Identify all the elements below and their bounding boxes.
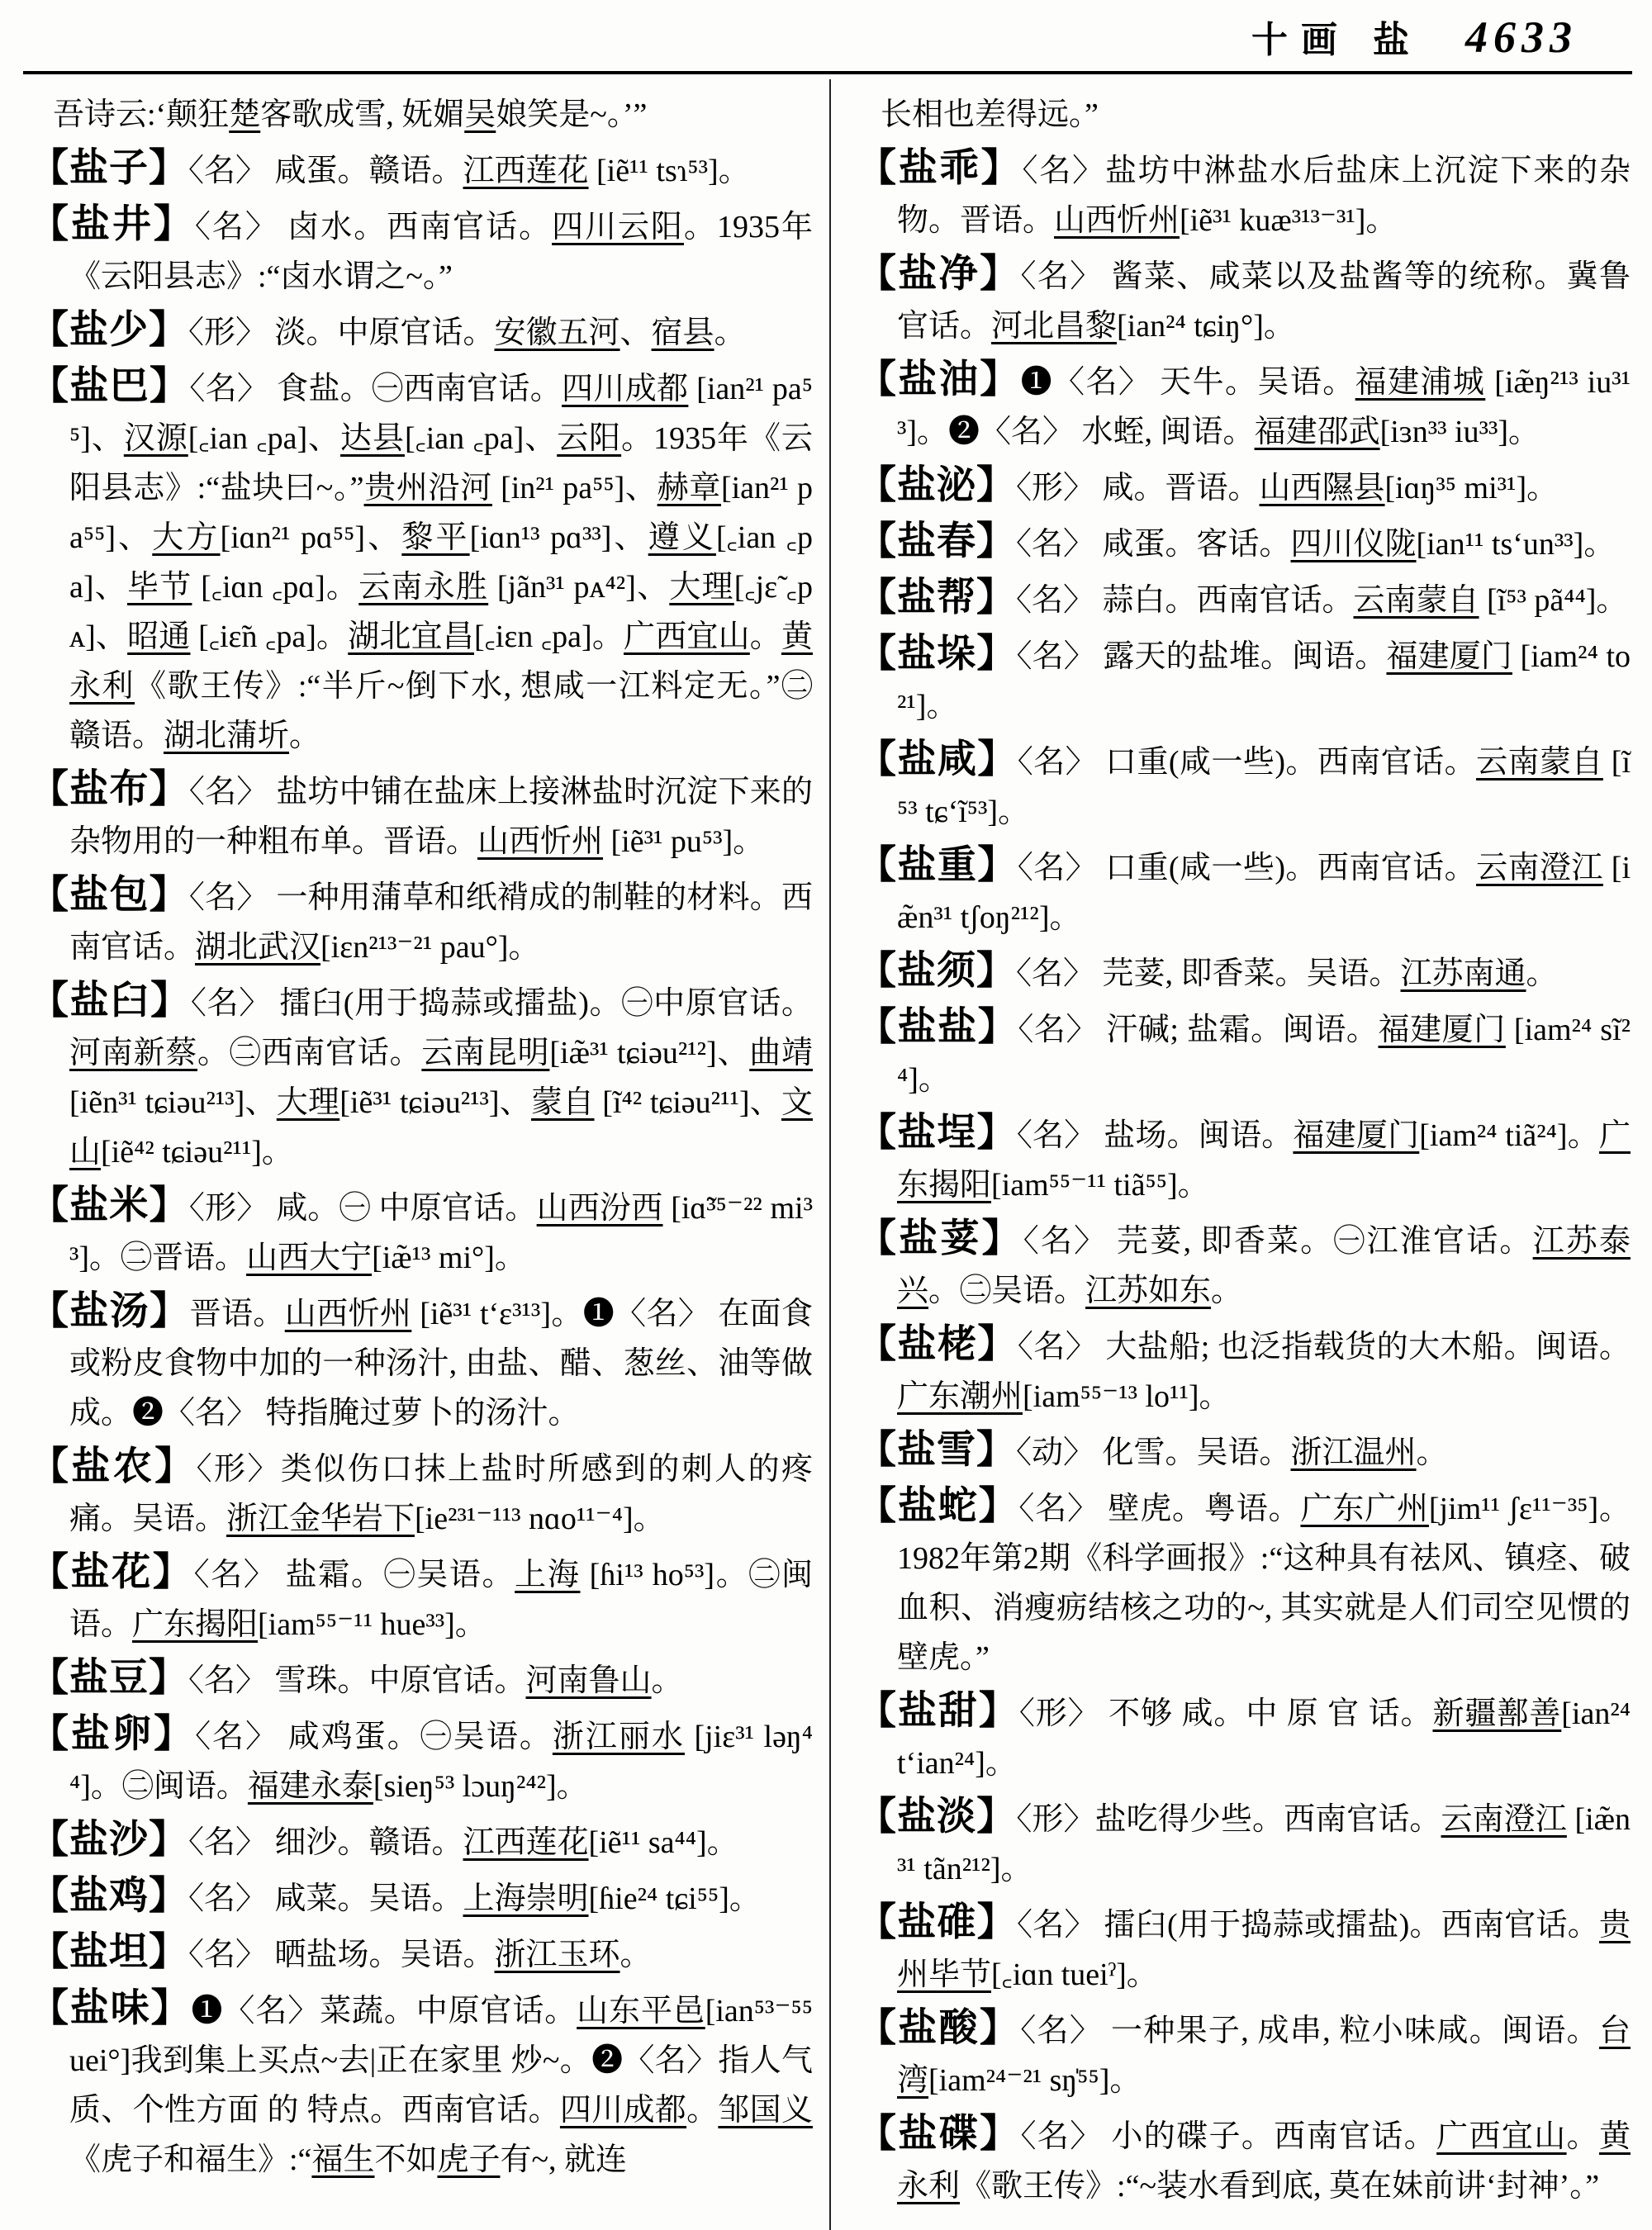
dictionary-entry bbox=[857, 735, 1631, 837]
proper-noun-underline: 大理 bbox=[669, 570, 734, 605]
entry-body: 〈名〉 小的碟子。西南官话。广西宜山。黄永利《歌王传》:“~装水看到底, 莫在妹前讲‘封神’。” bbox=[897, 2119, 1631, 2204]
entry-body: 〈名〉 酱菜、咸菜以及盐酱等的统称。冀鲁官话。河北昌黎[ian²⁴ tɕiŋ°]。 bbox=[897, 259, 1631, 344]
entry-headword: 【盐咸】 bbox=[857, 738, 1018, 781]
proper-noun-underline: 山西忻州 bbox=[284, 1297, 412, 1331]
entry-body: 〈名〉 食盐。㊀西南官话。四川成都 [ian²¹ pa⁵⁵]、汉源[꜀ian ꜀pa]、达县[꜀ian ꜀pa]、云阳。1935年《云阳县志》:“盐块曰~。”贵州沿河 [in²¹ pa⁵⁵]、赫章[ian²¹ pa⁵⁵]、大方[iɑn²¹ pɑ⁵⁵]、黎平[iɑn¹³ pɑ³³]、遵义[꜀ian ꜀pa]、毕节 [꜀iɑn ꜀pɑ]。云南永胜 [jãn³¹ pᴀ⁴²]、大理[꜀jɛ̃ ꜀pᴀ]、昭通 [꜀iɛ̃n ꜀pa]。湖北宜昌[꜀iɛn ꜀pa]。广西宜山。黄永利《歌王传》:“半斤~倒下水, 想咸一江料定无。”㊁赣语。湖北蒲圻。 bbox=[69, 372, 813, 753]
proper-noun-underline: 毕节 bbox=[126, 570, 192, 605]
dictionary-entry bbox=[30, 1872, 813, 1924]
proper-noun-underline: 江苏如东 bbox=[1085, 1274, 1212, 1308]
entry-headword: 【盐碓】 bbox=[857, 1901, 1017, 1944]
dictionary-entry bbox=[857, 1792, 1631, 1894]
entry-body: 〈名〉 擂臼(用于捣蒜或擂盐)。西南官话。贵州毕节[꜀iɑn tueiˀ]。 bbox=[897, 1908, 1631, 1992]
column-divider bbox=[829, 79, 831, 2230]
dictionary-entry bbox=[30, 200, 813, 301]
proper-noun-underline: 贵州沿河 bbox=[363, 471, 492, 505]
entry-body: 〈名〉盐坊中淋盐水后盐床上沉淀下来的杂物。晋语。山西忻州[iẽ³¹ kuæ³¹³⁻³¹]。 bbox=[897, 154, 1631, 238]
proper-noun-underline: 福生 bbox=[311, 2142, 375, 2177]
entry-body: 〈形〉类似伤口抹上盐时所感到的刺人的疼痛。吴语。浙江金华岩下[ie²³¹⁻¹¹³ nɑo¹¹⁻⁴]。 bbox=[69, 1452, 813, 1536]
proper-noun-underline: 广东揭阳 bbox=[897, 1118, 1631, 1203]
proper-noun-underline: 河南鲁山 bbox=[525, 1663, 652, 1698]
dictionary-entry bbox=[857, 1214, 1631, 1316]
proper-noun-underline: 云南澄江 bbox=[1476, 851, 1603, 885]
proper-noun-underline: 河北昌黎 bbox=[991, 309, 1118, 344]
entry-headword: 【盐卵】 bbox=[30, 1713, 196, 1756]
entry-body: 〈名〉 大盐船; 也泛指载货的大木船。闽语。广东潮州[iam⁵⁵⁻¹³ lo¹¹]。 bbox=[897, 1330, 1631, 1414]
dictionary-entry bbox=[30, 871, 813, 972]
dictionary-entry bbox=[30, 976, 813, 1177]
proper-noun-underline: 云南昆明 bbox=[421, 1036, 550, 1070]
proper-noun-underline: 蒙自 bbox=[531, 1085, 595, 1120]
entry-headword: 【盐酸】 bbox=[857, 2007, 1021, 2050]
dictionary-entry bbox=[857, 355, 1631, 457]
entry-headword: 【盐子】 bbox=[30, 147, 188, 190]
proper-noun-underline: 湖北蒲圻 bbox=[164, 719, 290, 753]
proper-noun-underline: 虎子 bbox=[437, 2142, 501, 2177]
proper-noun-underline: 昭通 bbox=[127, 619, 191, 654]
dictionary-entry bbox=[857, 1898, 1631, 2000]
proper-noun-underline: 云南澄江 bbox=[1441, 1802, 1567, 1837]
entry-headword: 【盐淡】 bbox=[857, 1796, 1017, 1839]
proper-noun-underline: 曲靖 bbox=[749, 1036, 813, 1070]
entry-body: 〈形〉 咸。㊀ 中原官话。山西汾西 [iɑ̃³⁵⁻²² mi³³]。㊁晋语。山西大宁[iæ̃¹³ mi°]。 bbox=[69, 1191, 813, 1275]
proper-noun-underline: 达县 bbox=[340, 421, 405, 456]
proper-noun-underline: 江苏南通 bbox=[1400, 956, 1526, 991]
proper-noun-underline: 黄永利 bbox=[897, 2119, 1631, 2204]
entry-headword: 【盐巴】 bbox=[30, 365, 190, 408]
entry-body: 长相也差得远。” bbox=[881, 97, 1099, 132]
entry-headword: 【盐味】 bbox=[30, 1987, 192, 2030]
entry-headword: 【盐垛】 bbox=[857, 633, 1017, 676]
dictionary-entry bbox=[857, 1687, 1631, 1788]
dictionary-entry bbox=[857, 573, 1631, 625]
entry-headword: 【盐油】 bbox=[857, 358, 1021, 401]
entry-headword: 【盐泌】 bbox=[857, 464, 1016, 507]
proper-noun-underline: 广西宜山 bbox=[624, 619, 750, 654]
entry-headword: 【盐净】 bbox=[857, 253, 1021, 296]
entry-body: 〈名〉 盐场。闽语。福建厦门[iam²⁴ tiã²⁴]。广东揭阳[iam⁵⁵⁻¹¹ tiã⁵⁵]。 bbox=[897, 1118, 1631, 1203]
proper-noun-underline: 汉源 bbox=[123, 421, 188, 456]
dictionary-entry bbox=[30, 1710, 813, 1811]
entry-headword: 【盐盐】 bbox=[857, 1006, 1018, 1049]
entry-headword: 【盐坦】 bbox=[30, 1931, 188, 1974]
proper-noun-underline: 安徽五河 bbox=[494, 316, 620, 350]
entry-body: 〈名〉 一种果子, 成串, 粒小味咸。闽语。台湾[iam²⁴⁻²¹ sŋ̍⁵⁵]。 bbox=[897, 2014, 1631, 2098]
entry-body: 〈名〉 口重(咸一些)。西南官话。云南澄江 [iæ̃n³¹ tʃoŋ²¹²]。 bbox=[897, 851, 1631, 935]
entry-headword: 【盐埕】 bbox=[857, 1112, 1017, 1155]
page-number: 4633 bbox=[1465, 12, 1578, 62]
dictionary-entry bbox=[857, 1003, 1631, 1104]
entry-body: ❶〈名〉 天牛。吴语。福建浦城 [iæ̃ŋ²¹³ iu³¹³]。❷〈名〉 水蛭, 闽语。福建邵武[iɜn³³ iu³³]。 bbox=[897, 365, 1631, 449]
entry-headword: 【盐乖】 bbox=[857, 147, 1023, 190]
dictionary-entry bbox=[857, 1426, 1631, 1478]
entry-body: 〈名〉 雪珠。中原官话。河南鲁山。 bbox=[188, 1663, 683, 1698]
entry-headword: 【盐帮】 bbox=[857, 576, 1016, 619]
entry-headword: 【盐雪】 bbox=[857, 1429, 1016, 1472]
proper-noun-underline: 江苏泰兴 bbox=[897, 1224, 1631, 1308]
page-header bbox=[1251, 10, 1578, 63]
dictionary-entry bbox=[30, 144, 813, 196]
entry-headword: 【盐鸡】 bbox=[30, 1875, 188, 1918]
proper-noun-underline: 宿县 bbox=[651, 316, 714, 350]
entry-headword: 【盐井】 bbox=[30, 203, 195, 246]
entry-body: 〈形〉盐吃得少些。西南官话。云南澄江 [iæ̃n³¹ tãn²¹²]。 bbox=[897, 1802, 1631, 1886]
proper-noun-underline: 云阳 bbox=[557, 421, 622, 456]
entry-body: 〈名〉 芫荽, 即香菜。㊀江淮官话。江苏泰兴。㊁吴语。江苏如东。 bbox=[897, 1224, 1631, 1308]
entry-body: 〈名〉 盐坊中铺在盐床上接淋盐时沉淀下来的杂物用的一种粗布单。晋语。山西忻州 [iẽ³¹ pu⁵³]。 bbox=[69, 775, 813, 859]
entry-body: 〈形〉 不够 咸。中 原 官 话。新疆鄯善[ian²⁴ t‘ian²⁴]。 bbox=[897, 1696, 1631, 1781]
proper-noun-underline: 山西忻州 bbox=[477, 824, 604, 859]
dictionary-entry bbox=[30, 1181, 813, 1283]
right-column bbox=[857, 86, 1631, 2211]
dictionary-entry bbox=[30, 306, 813, 358]
proper-noun-underline: 广西宜山 bbox=[1436, 2119, 1567, 2154]
entry-headword: 【盐少】 bbox=[30, 309, 188, 352]
entry-headword: 【盐碟】 bbox=[857, 2113, 1021, 2156]
proper-noun-underline: 江西莲花 bbox=[463, 154, 589, 188]
dictionary-entry bbox=[30, 1928, 813, 1980]
proper-noun-underline: 赫章 bbox=[657, 471, 721, 505]
proper-noun-underline: 四川云阳 bbox=[552, 210, 685, 244]
dictionary-entry bbox=[30, 765, 813, 866]
proper-noun-underline: 山东平邑 bbox=[577, 1994, 705, 2028]
proper-noun-underline: 吴 bbox=[464, 97, 496, 132]
dictionary-entry bbox=[857, 517, 1631, 569]
proper-noun-underline: 浙江温州 bbox=[1290, 1435, 1417, 1470]
proper-noun-underline: 广东揭阳 bbox=[132, 1607, 259, 1642]
proper-noun-underline: 邹国义 bbox=[718, 2093, 813, 2128]
entry-body: 〈名〉 咸蛋。客话。四川仪陇[ian¹¹ ts‘un³³]。 bbox=[1016, 527, 1616, 562]
proper-noun-underline: 四川仪陇 bbox=[1290, 527, 1417, 562]
entry-headword: 【盐豆】 bbox=[30, 1657, 188, 1700]
entry-body: 〈名〉 露天的盐堆。闽语。福建厦门 [iam²⁴ to²¹]。 bbox=[897, 639, 1631, 724]
entry-body: 〈动〉 化雪。吴语。浙江温州。 bbox=[1016, 1435, 1448, 1470]
dictionary-entry bbox=[30, 362, 813, 761]
entry-body: 〈名〉 晒盐场。吴语。浙江玉环。 bbox=[188, 1938, 652, 1972]
proper-noun-underline: 福建厦门 bbox=[1293, 1118, 1420, 1153]
left-column bbox=[30, 86, 813, 2185]
proper-noun-underline: 福建永泰 bbox=[247, 1769, 373, 1804]
proper-noun-underline: 福建浦城 bbox=[1355, 365, 1486, 400]
entry-body: 〈形〉 淡。中原官话。安徽五河、宿县。 bbox=[188, 316, 746, 350]
proper-noun-underline: 湖北宜昌 bbox=[348, 619, 474, 654]
continuation-text bbox=[30, 90, 813, 140]
dictionary-entry bbox=[30, 1984, 813, 2185]
entry-headword: 【盐农】 bbox=[30, 1445, 197, 1488]
proper-noun-underline: 浙江玉环 bbox=[494, 1938, 620, 1972]
entry-headword: 【盐臼】 bbox=[30, 980, 191, 1022]
entry-body: 〈名〉 芫荽, 即香菜。吴语。江苏南通。 bbox=[1016, 956, 1558, 991]
entry-body: 〈名〉 蒜白。西南官话。云南蒙自 [ĩ⁵³ pã⁴⁴]。 bbox=[1016, 583, 1628, 618]
dictionary-entry bbox=[857, 249, 1631, 351]
entry-headword: 【盐花】 bbox=[30, 1551, 194, 1594]
proper-noun-underline: 黄永利 bbox=[69, 619, 813, 704]
proper-noun-underline: 浙江金华岩下 bbox=[226, 1502, 415, 1536]
entry-body: 〈名〉 卤水。西南官话。四川云阳。1935年《云阳县志》:“卤水谓之~。” bbox=[69, 210, 813, 294]
proper-noun-underline: 文山 bbox=[69, 1085, 813, 1170]
entry-body: 〈名〉 盐霜。㊀吴语。上海 [ɦi¹³ ho⁵³]。㊁闽语。广东揭阳[iam⁵⁵⁻¹¹ hue³³]。 bbox=[69, 1558, 813, 1642]
entry-headword: 【盐荽】 bbox=[857, 1217, 1023, 1260]
entry-headword: 【盐沙】 bbox=[30, 1819, 188, 1862]
entry-body: 〈形〉 咸。晋语。山西隰县[iɑŋ³⁵ mi³¹]。 bbox=[1016, 471, 1559, 505]
dictionary-entry bbox=[857, 461, 1631, 513]
entry-body: 〈名〉 咸鸡蛋。㊀吴语。浙江丽水 [jiɛ³¹ ləŋ⁴⁴]。㊁闽语。福建永泰[sieŋ⁵³ lɔuŋ²⁴²]。 bbox=[69, 1720, 813, 1804]
proper-noun-underline: 广东潮州 bbox=[897, 1379, 1023, 1414]
proper-noun-underline: 上海崇明 bbox=[463, 1881, 589, 1916]
dictionary-entry bbox=[857, 1108, 1631, 1210]
proper-noun-underline: 广东广州 bbox=[1300, 1492, 1429, 1526]
entry-body: 〈名〉 壁虎。粤语。广东广州[jim¹¹ ʃɛ¹¹⁻³⁵]。1982年第2期《科学画报》:“这种具有祛风、镇痉、破血积、消瘦疬结核之功的~, 其实就是人们司空见惯的壁虎。” bbox=[897, 1492, 1631, 1675]
proper-noun-underline: 山西大宁 bbox=[246, 1241, 373, 1275]
dictionary-entry bbox=[30, 1442, 813, 1544]
dictionary-entry bbox=[857, 2109, 1631, 2211]
entry-headword: 【盐包】 bbox=[30, 874, 189, 917]
proper-noun-underline: 楚 bbox=[229, 97, 261, 132]
proper-noun-underline: 福建邵武 bbox=[1254, 415, 1380, 449]
entry-body: 〈名〉 口重(咸一些)。西南官话。云南蒙自 [ĩ⁵³ tɕ‘ĩ⁵³]。 bbox=[897, 745, 1631, 829]
entry-headword: 【盐汤】 bbox=[30, 1290, 190, 1333]
proper-noun-underline: 福建厦门 bbox=[1378, 1013, 1506, 1047]
entry-headword: 【盐甜】 bbox=[857, 1690, 1019, 1733]
dictionary-entry bbox=[857, 2004, 1631, 2105]
proper-noun-underline: 山西汾西 bbox=[536, 1191, 663, 1226]
dictionary-entry bbox=[857, 629, 1631, 731]
running-head-section: 十画 盐 bbox=[1251, 20, 1422, 60]
proper-noun-underline: 四川成都 bbox=[562, 372, 689, 406]
dictionary-entry bbox=[857, 841, 1631, 942]
dictionary-entry bbox=[30, 1548, 813, 1649]
dictionary-entry bbox=[857, 144, 1631, 245]
entry-headword: 【盐米】 bbox=[30, 1184, 189, 1227]
entry-body: 晋语。山西忻州 [iẽ³¹ t‘ɛ³¹³]。❶〈名〉 在面食或粉皮食物中加的一种汤汁, 由盐、醋、葱丝、油等做成。❷〈名〉 特指腌过萝卜的汤汁。 bbox=[69, 1297, 813, 1431]
proper-noun-underline: 河南新蔡 bbox=[69, 1036, 198, 1070]
entry-body: 〈名〉 咸蛋。赣语。江西莲花 [iẽ¹¹ tsɿ⁵³]。 bbox=[188, 154, 750, 188]
proper-noun-underline: 云南永胜 bbox=[358, 570, 489, 605]
entry-body: 〈名〉 擂臼(用于捣蒜或擂盐)。㊀中原官话。河南新蔡。㊁西南官话。云南昆明[iæ̃³¹ tɕiəu²¹²]、曲靖 [iẽn³¹ tɕiəu²¹³]、大理[iẽ³¹ tɕiəu²¹³]、蒙自 [ĩ⁴² tɕiəu²¹¹]、文山[iẽ⁴² tɕiəu²¹¹]。 bbox=[69, 986, 814, 1170]
entry-body: 吾诗云:‘颠狂楚客歌成雪, 妩媚吴娘笑是~。’” bbox=[53, 97, 648, 132]
proper-noun-underline: 山西隰县 bbox=[1259, 471, 1385, 505]
proper-noun-underline: 山西忻州 bbox=[1054, 203, 1180, 238]
proper-noun-underline: 黎平 bbox=[401, 520, 470, 555]
proper-noun-underline: 遵义 bbox=[648, 520, 716, 555]
dictionary-entry bbox=[857, 1320, 1631, 1421]
proper-noun-underline: 大方 bbox=[152, 520, 221, 555]
proper-noun-underline: 上海 bbox=[515, 1558, 581, 1592]
proper-noun-underline: 云南蒙自 bbox=[1476, 745, 1603, 780]
entry-body: 〈名〉 细沙。赣语。江西莲花[iẽ¹¹ sa⁴⁴]。 bbox=[188, 1825, 738, 1860]
entry-body: 〈名〉 汗碱; 盐霜。闽语。福建厦门 [iam²⁴ sĩ²⁴]。 bbox=[897, 1013, 1631, 1097]
dictionary-entry bbox=[30, 1815, 813, 1867]
entry-headword: 【盐春】 bbox=[857, 520, 1016, 563]
proper-noun-underline: 四川成都 bbox=[559, 2093, 687, 2128]
entry-headword: 【盐须】 bbox=[857, 950, 1016, 993]
proper-noun-underline: 新疆鄯善 bbox=[1432, 1696, 1562, 1731]
proper-noun-underline: 浙江丽水 bbox=[552, 1720, 685, 1754]
proper-noun-underline: 台湾 bbox=[897, 2014, 1631, 2098]
entry-headword: 【盐蛇】 bbox=[857, 1485, 1019, 1528]
entry-body: 〈名〉 一种用蒲草和纸褙成的制鞋的材料。西南官话。湖北武汉[iɛn²¹³⁻²¹ pau°]。 bbox=[69, 880, 813, 965]
proper-noun-underline: 大理 bbox=[276, 1085, 340, 1120]
proper-noun-underline: 福建厦门 bbox=[1386, 639, 1512, 674]
proper-noun-underline: 江西莲花 bbox=[463, 1825, 589, 1860]
entry-body: ❶〈名〉菜蔬。中原官话。山东平邑[ian⁵³⁻⁵⁵ uei°]我到集上买点~去|正在家里 炒~。❷〈名〉指人气质、个性方面 的 特点。西南官话。四川成都。邹国义《虎子和福生》:“福生不如虎子有~, 就连 bbox=[69, 1994, 813, 2177]
header-rule bbox=[23, 71, 1632, 74]
entry-headword: 【盐重】 bbox=[857, 844, 1018, 887]
dictionary-entry bbox=[857, 1482, 1631, 1682]
proper-noun-underline: 云南蒙自 bbox=[1353, 583, 1479, 618]
dictionary-entry bbox=[857, 947, 1631, 999]
dictionary-entry bbox=[30, 1654, 813, 1706]
proper-noun-underline: 贵州毕节 bbox=[897, 1908, 1631, 1992]
entry-headword: 【盐布】 bbox=[30, 768, 189, 811]
dictionary-entry bbox=[30, 1287, 813, 1438]
entry-body: 〈名〉 咸菜。吴语。上海崇明[ɦie²⁴ tɕi⁵⁵]。 bbox=[188, 1881, 761, 1916]
proper-noun-underline: 湖北武汉 bbox=[195, 930, 321, 965]
entry-headword: 【盐栳】 bbox=[857, 1323, 1018, 1366]
continuation-text bbox=[857, 90, 1631, 140]
